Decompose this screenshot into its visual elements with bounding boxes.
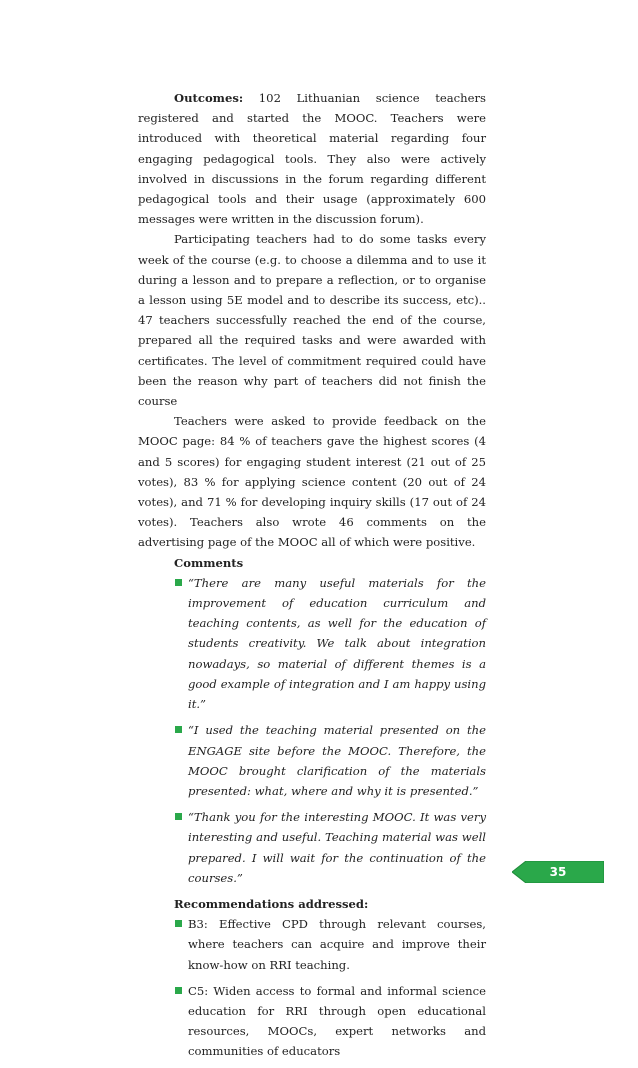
list-item — [174, 914, 486, 975]
paragraph-tasks: Participating teachers had to do some tasks every week of the course (e.g. to choose a dilemma and to use it during a lesson and to prepare a reflection, or to organise a lesson using 5E model and to describe its success, etc).. 47 teachers successfully reached the end of the course, prepared all the required tasks and were awarded with certificates. The level of commitment required could have been the reason why part of teachers did not finish the course — [138, 232, 486, 409]
bullet-square-icon — [175, 920, 182, 927]
paragraph-feedback: Teachers were asked to provide feedback on the MOOC page: 84 % of teachers gave the highest scores (4 and 5 scores) for engaging student interest (21 out of 25 votes), 83 % for applying science content (20 out of 24 votes), and 71 % for developing inquiry skills (17 out of 24 votes). Teachers also wrote 46 comments on the advertising page of the MOOC all of which were positive. — [138, 414, 486, 550]
recommendation-text: C5: Widen access to formal and informal science education for RRI through open educational resources, MOOCs, expert networks and communities of educators — [188, 983, 486, 1059]
bullet-square-icon — [175, 813, 182, 820]
comment-text: “Thank you for the interesting MOOC. It was very interesting and useful. Teaching material was well prepared. I will wait for the continuation of the courses.” — [188, 810, 486, 885]
body-text — [138, 88, 486, 1068]
comment-text: “I used the teaching material presented on the ENGAGE site before the MOOC. Therefore, the MOOC brought clarification of the materials presented: what, where and why it is presented.” — [188, 723, 486, 798]
bullet-square-icon — [175, 987, 182, 994]
bullet-square-icon — [175, 579, 182, 586]
page-number: 35 — [549, 865, 567, 879]
outcomes-paragraph — [138, 88, 486, 229]
recommendation-text: B3: Effective CPD through relevant courses, where teachers can acquire and improve their know-how on RRI teaching. — [188, 917, 486, 972]
outcomes-text: 102 Lithuanian science teachers registered and started the MOOC. Teachers were introduced with theoretical material regarding four engaging pedagogical tools. They also were actively involved in discussions in the forum regarding different pedagogical tools and their usage (approximately 600 messages were written in the discussion forum). — [138, 91, 486, 227]
outcomes-label: Outcomes: — [174, 91, 244, 105]
list-item — [174, 573, 486, 714]
recommendations-heading: Recommendations addressed: — [174, 896, 369, 911]
bullet-square-icon — [175, 726, 182, 733]
comments-list — [174, 573, 486, 888]
list-item — [174, 807, 486, 888]
comment-text: “There are many useful materials for the improvement of education curriculum and teaching contents, as well for the education of students creativity. We talk about integration nowadays, so material of different themes is a good example of integration and I am happy using it.” — [188, 575, 486, 712]
list-item — [174, 981, 486, 1062]
list-item — [174, 720, 486, 801]
comments-heading: Comments — [174, 555, 244, 570]
recommendations-list — [174, 914, 486, 1061]
